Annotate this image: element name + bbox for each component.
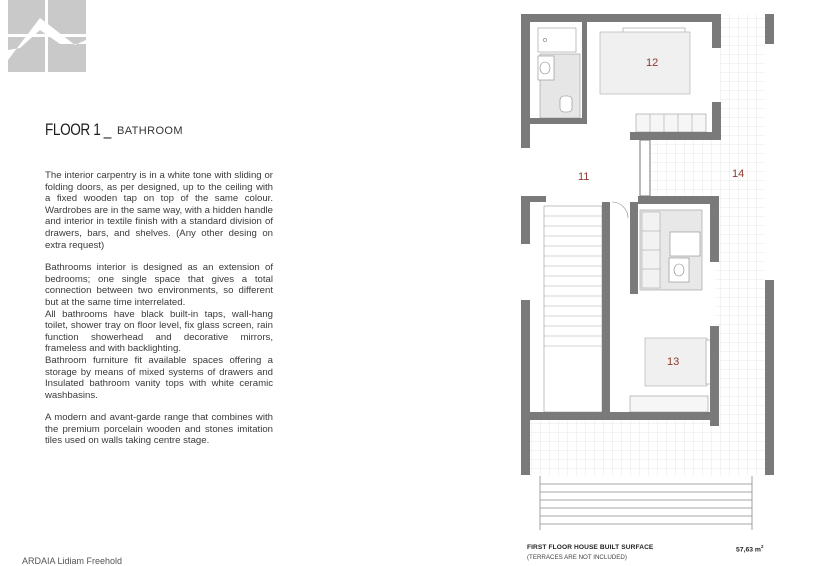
plan-area-value: 57,63 m <box>736 546 761 554</box>
plan-area <box>736 544 763 553</box>
paragraph-bathrooms-interior: Bathrooms interior is designed as an extension of bedrooms; one single space that gives a total connection between two environments, so different but at the same time interrelated. <box>45 262 273 308</box>
plan-caption-note: (TERRACES ARE NOT INCLUDED) <box>527 554 627 561</box>
room-14-label: 14 <box>732 168 745 180</box>
description-text <box>45 170 273 458</box>
paragraph-range: A modern and avant-garde range that combines with the premium porcelain wooden and stones imitation tiles used on walls taking centre stage. <box>45 412 273 447</box>
room-13-label: 13 <box>667 356 680 368</box>
plan-caption: FIRST FLOOR HOUSE BUILT SURFACE <box>527 544 654 551</box>
room-11-label: 11 <box>578 171 590 183</box>
company-logo <box>0 0 90 72</box>
floor-plan <box>500 0 800 540</box>
title-subtitle: BATHROOM <box>117 125 183 137</box>
paragraph-bathroom-fittings: All bathrooms have black built-in taps, wall-hang toilet, shower tray on floor level, fix glass screen, rain function showerhead and decorative mirrors, frameless and with backlighting. <box>45 308 273 355</box>
room-12-label: 12 <box>646 57 659 69</box>
page-title <box>45 120 183 140</box>
paragraph-carpentry: The interior carpentry is in a white tone with sliding or folding doors, as per designed, up to the ceiling with a fixed wooden tap on top of the same colour. Wardrobes are in the same way, with a hidden handle and interior in textile finish with a standard division of drawers, bars, and shelves. (Any other desing on extra request) <box>45 170 273 251</box>
plan-area-unit: 2 <box>760 544 764 549</box>
title-main: FLOOR 1 _ <box>45 120 111 139</box>
footer-left-text: ARDAIA Lidiam Freehold <box>22 556 123 566</box>
paragraph-bathroom-furniture: Bathroom furniture fit available spaces offering a storage by means of mixed systems of drawers and Insulated bathroom vanity tops with white ceramic washbasins. <box>45 354 273 401</box>
